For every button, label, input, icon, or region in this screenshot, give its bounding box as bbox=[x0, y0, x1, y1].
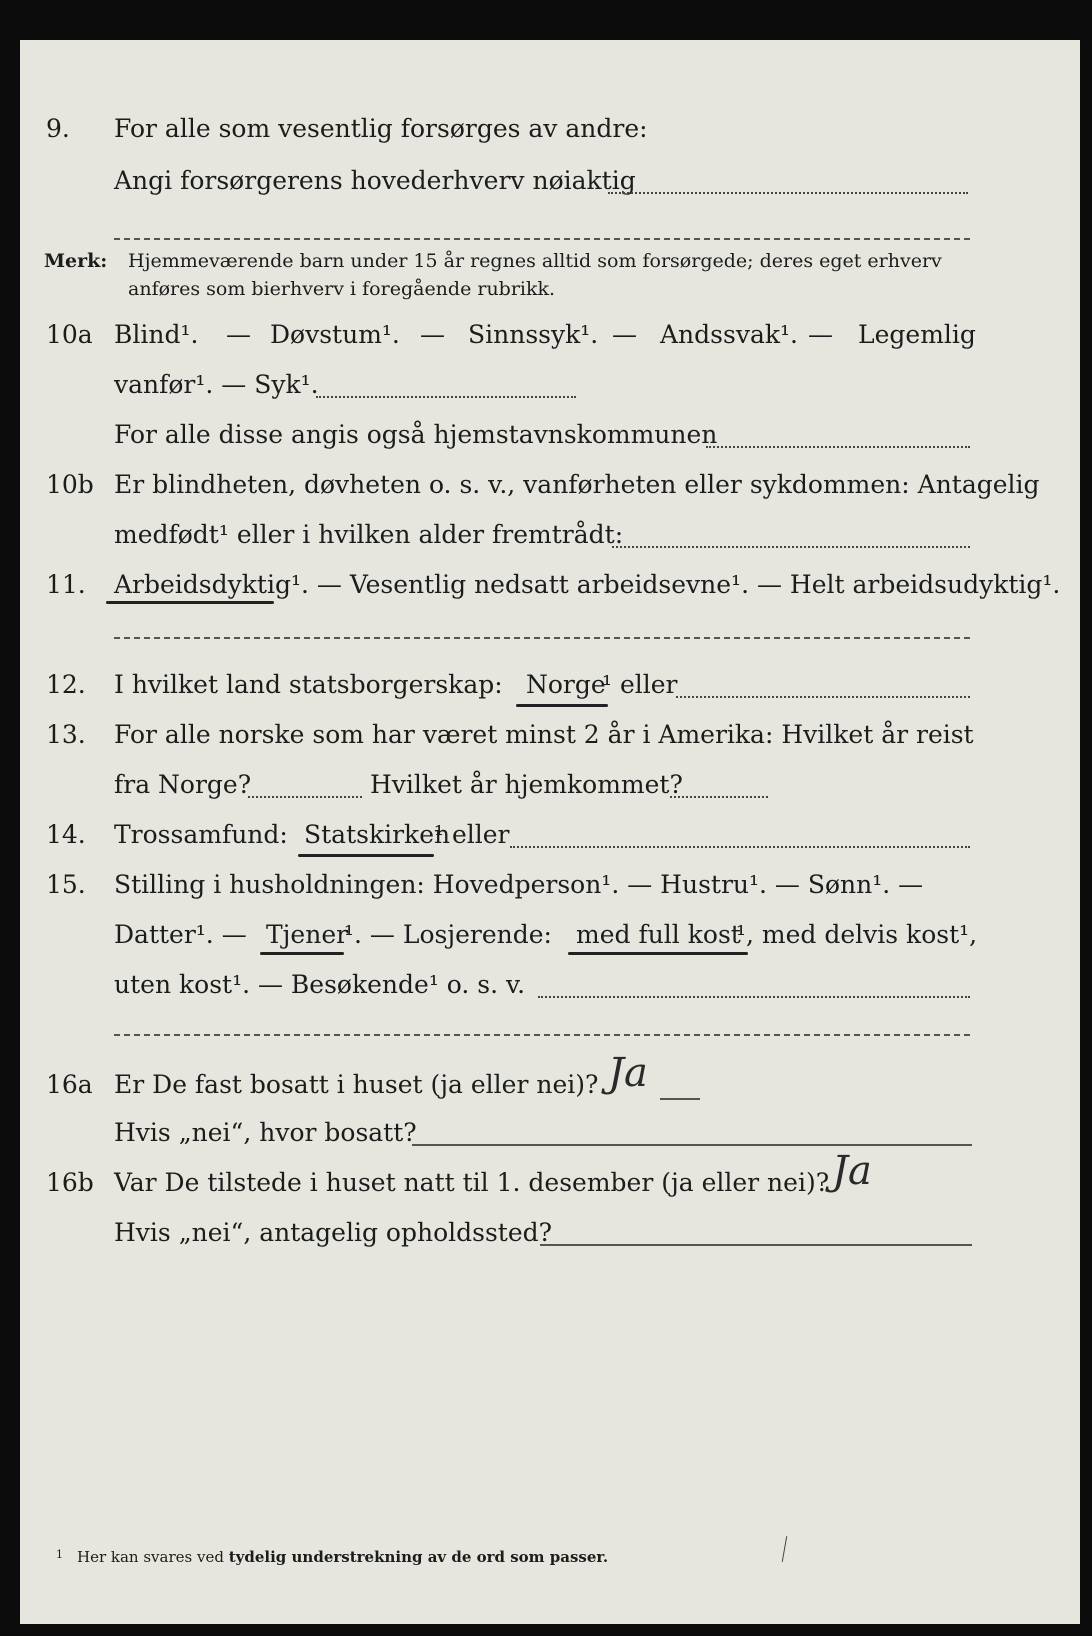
question-9 bbox=[20, 112, 1080, 146]
answer-line bbox=[412, 1144, 972, 1146]
answer-line bbox=[660, 1098, 700, 1100]
question-10b bbox=[20, 468, 1080, 502]
merk-text-1: Hjemmeværende barn under 15 år regnes alltid som forsørgede; deres eget erhverv bbox=[128, 250, 942, 272]
answer-line bbox=[670, 796, 768, 798]
answer-line bbox=[114, 1034, 970, 1036]
option-datter: Datter¹. — bbox=[114, 920, 247, 949]
handwritten-answer-16b: Ja bbox=[832, 1148, 872, 1194]
question-16b-line-2 bbox=[20, 1216, 1080, 1250]
merk-label: Merk: bbox=[44, 250, 108, 272]
dash: — bbox=[612, 320, 637, 349]
question-text: For alle disse angis også hjemstavnskommunen bbox=[114, 420, 718, 449]
dash: — bbox=[808, 320, 833, 349]
question-text: fra Norge? bbox=[114, 770, 252, 799]
handwritten-underline bbox=[516, 704, 608, 707]
question-number: 11. bbox=[46, 570, 86, 599]
footnote-mark: 1 bbox=[56, 1548, 63, 1561]
question-number: 9. bbox=[46, 114, 70, 143]
footnote bbox=[56, 1548, 608, 1566]
option-tjener: Tjener bbox=[266, 920, 349, 949]
question-text: Hvilket år hjemkommet? bbox=[370, 770, 683, 799]
merk-text-2: anføres som bierhverv i foregående rubrikk. bbox=[128, 278, 556, 300]
question-10a-line-3 bbox=[20, 418, 1080, 452]
pencil-mark bbox=[782, 1536, 787, 1562]
question-text: Er De fast bosatt i huset (ja eller nei)? bbox=[114, 1070, 599, 1099]
handwritten-underline bbox=[298, 854, 434, 857]
answer-line bbox=[540, 1244, 972, 1246]
question-number: 15. bbox=[46, 870, 86, 899]
question-text: ¹, med delvis kost¹, bbox=[736, 920, 978, 949]
question-16a-line-2 bbox=[20, 1116, 1080, 1150]
question-number: 12. bbox=[46, 670, 86, 699]
answer-line bbox=[706, 446, 970, 448]
question-text: vanfør¹. — Syk¹. bbox=[114, 370, 319, 399]
answer-line bbox=[248, 796, 362, 798]
question-15-line-3 bbox=[20, 968, 1080, 1002]
question-text: ¹ eller bbox=[434, 820, 510, 849]
question-text: Er blindheten, døvheten o. s. v., vanførheten eller sykdommen: Antagelig bbox=[114, 470, 1040, 499]
handwritten-underline bbox=[260, 952, 344, 955]
question-number: 16a bbox=[46, 1070, 93, 1099]
question-number: 14. bbox=[46, 820, 86, 849]
option-norge: Norge bbox=[526, 670, 606, 699]
answer-line bbox=[114, 637, 970, 639]
option-blind: Blind¹. bbox=[114, 320, 199, 349]
question-10a bbox=[20, 318, 1080, 352]
question-16a bbox=[20, 1068, 1080, 1102]
handwritten-underline bbox=[568, 952, 748, 955]
option-legemlig: Legemlig bbox=[858, 320, 976, 349]
question-15 bbox=[20, 868, 1080, 902]
option-statskirken: Statskirken bbox=[304, 820, 451, 849]
question-text bbox=[114, 568, 1060, 602]
question-10a-line-2 bbox=[20, 368, 1080, 402]
question-12 bbox=[20, 668, 1080, 702]
question-number: 13. bbox=[46, 720, 86, 749]
option-arbeidsdyktig: Arbeidsdyktig bbox=[114, 570, 291, 599]
dash: — bbox=[226, 320, 251, 349]
merk-note bbox=[44, 248, 107, 274]
question-9-line-2 bbox=[20, 164, 1080, 198]
census-form-page bbox=[20, 40, 1080, 1624]
answer-line bbox=[612, 546, 970, 548]
question-text: ¹. — Losjerende: bbox=[344, 920, 552, 949]
question-14 bbox=[20, 818, 1080, 852]
option-med-full-kost: med full kost bbox=[576, 920, 741, 949]
handwritten-answer-16a: Ja bbox=[608, 1050, 648, 1096]
question-text: medfødt¹ eller i hvilken alder fremtrådt: bbox=[114, 520, 624, 549]
question-text: ¹ eller bbox=[602, 670, 678, 699]
question-number: 10a bbox=[46, 320, 93, 349]
question-text: uten kost¹. — Besøkende¹ o. s. v. bbox=[114, 970, 526, 999]
question-10b-line-2 bbox=[20, 518, 1080, 552]
dash: — bbox=[420, 320, 445, 349]
question-text: For alle som vesentlig forsørges av andre: bbox=[114, 114, 648, 143]
question-text: I hvilket land statsborgerskap: bbox=[114, 670, 503, 699]
answer-line bbox=[316, 396, 576, 398]
answer-line bbox=[114, 238, 970, 240]
question-13-line-2 bbox=[20, 768, 1080, 802]
question-number: 16b bbox=[46, 1168, 94, 1197]
question-15-line-2 bbox=[20, 918, 1080, 952]
question-text: Trossamfund: bbox=[114, 820, 288, 849]
question-number: 10b bbox=[46, 470, 94, 499]
answer-line bbox=[510, 846, 970, 848]
option-sinnssyk: Sinnssyk¹. bbox=[468, 320, 599, 349]
handwritten-underline bbox=[106, 601, 274, 604]
question-16b bbox=[20, 1166, 1080, 1200]
footnote-text-bold: tydelig understrekning av de ord som passer. bbox=[228, 1548, 609, 1566]
option-andssvak: Andssvak¹. bbox=[660, 320, 798, 349]
question-text: Hvis „nei“, hvor bosatt? bbox=[114, 1118, 417, 1147]
footnote-text: Her kan svares ved bbox=[77, 1548, 224, 1566]
question-text: Hvis „nei“, antagelig opholdssted? bbox=[114, 1218, 553, 1247]
question-text: For alle norske som har været minst 2 år i Amerika: Hvilket år reist bbox=[114, 720, 974, 749]
question-11 bbox=[20, 568, 1080, 602]
answer-line bbox=[676, 696, 970, 698]
question-text: Angi forsørgerens hovederhverv nøiaktig bbox=[114, 166, 636, 195]
answer-line bbox=[538, 996, 970, 998]
question-text: Var De tilstede i huset natt til 1. desember (ja eller nei)? bbox=[114, 1168, 830, 1197]
option-dovstum: Døvstum¹. bbox=[270, 320, 400, 349]
question-text: Stilling i husholdningen: Hovedperson¹. — Hustru¹. — Sønn¹. — bbox=[114, 870, 924, 899]
question-text-rest: ¹. — Vesentlig nedsatt arbeidsevne¹. — Helt arbeidsudyktig¹. bbox=[290, 570, 1061, 599]
question-13 bbox=[20, 718, 1080, 752]
answer-line bbox=[608, 192, 968, 194]
